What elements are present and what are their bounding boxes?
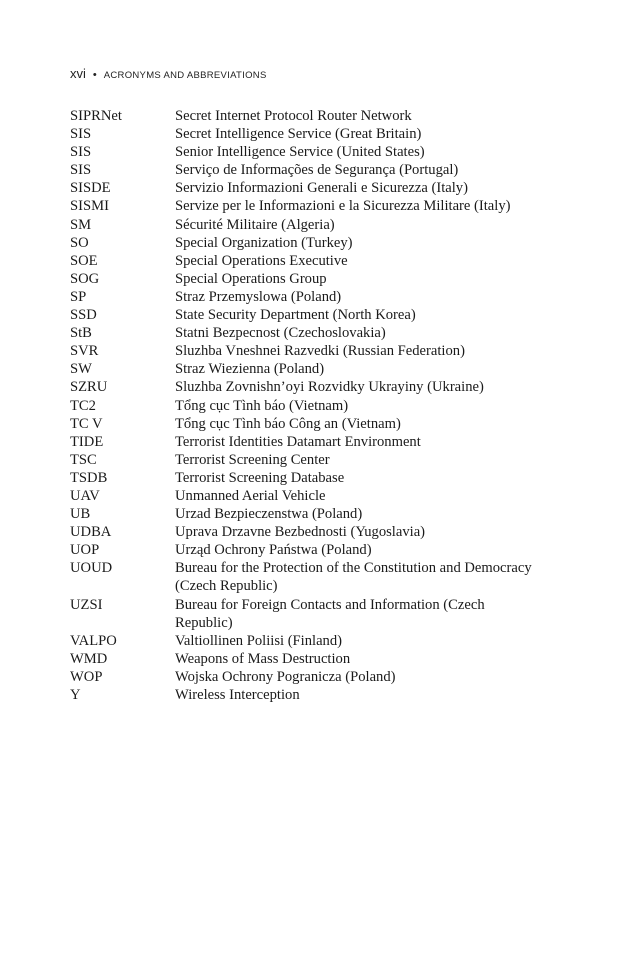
abbreviation-expansion: Bureau for Foreign Contacts and Information (Czech Republic) — [175, 596, 485, 631]
abbreviation-entry — [70, 451, 540, 469]
abbreviation-term: SO — [70, 234, 89, 251]
abbreviation-entry — [70, 505, 540, 523]
abbreviation-entry — [70, 360, 540, 378]
abbreviation-expansion: Wojska Ochrony Pogranicza (Poland) — [175, 668, 396, 685]
abbreviation-entry — [70, 668, 540, 686]
abbreviation-term: SISMI — [70, 198, 109, 215]
abbreviation-entry — [70, 179, 540, 197]
abbreviation-expansion: Urzad Bezpieczenstwa (Poland) — [175, 506, 363, 523]
abbreviation-expansion: Statni Bezpecnost (Czechoslovakia) — [175, 325, 386, 342]
abbreviation-entry — [70, 288, 540, 306]
running-head — [70, 66, 267, 84]
abbreviation-term: TIDE — [70, 433, 104, 450]
abbreviation-entry — [70, 686, 540, 704]
bullet-separator: • — [92, 69, 97, 81]
abbreviation-term: StB — [70, 325, 92, 342]
abbreviation-term: SVR — [70, 343, 99, 360]
section-title: ACRONYMS AND ABBREVIATIONS — [103, 70, 267, 81]
abbreviation-expansion: Uprava Drzavne Bezbednosti (Yugoslavia) — [175, 524, 426, 541]
abbreviation-term: SIS — [70, 162, 92, 179]
abbreviation-expansion: Servizio Informazioni Generali e Sicurezza (Italy) — [175, 180, 468, 197]
abbreviation-entry — [70, 433, 540, 451]
abbreviation-entry — [70, 107, 540, 125]
abbreviation-term: SW — [70, 361, 92, 378]
abbreviation-term: UOP — [70, 542, 100, 559]
abbreviation-term: VALPO — [70, 632, 117, 649]
abbreviation-expansion: Sécurité Militaire (Algeria) — [175, 216, 335, 233]
abbreviation-term: TSDB — [70, 469, 108, 486]
abbreviation-term: UZSI — [70, 596, 103, 613]
abbreviation-expansion: Terrorist Screening Center — [175, 451, 330, 468]
abbreviation-term: UOUD — [70, 560, 113, 577]
abbreviation-entry — [70, 487, 540, 505]
abbreviation-entry — [70, 469, 540, 487]
abbreviation-expansion: Weapons of Mass Destruction — [175, 650, 351, 667]
abbreviation-term: TC2 — [70, 397, 96, 414]
abbreviation-entry — [70, 596, 540, 632]
abbreviation-entry — [70, 324, 540, 342]
abbreviation-entry — [70, 397, 540, 415]
abbreviation-term: SP — [70, 288, 87, 305]
abbreviation-expansion: Valtiollinen Poliisi (Finland) — [175, 632, 343, 649]
abbreviation-entry — [70, 216, 540, 234]
abbreviation-expansion: Straz Przemyslowa (Poland) — [175, 288, 342, 305]
abbreviation-term: SZRU — [70, 379, 108, 396]
abbreviation-term: SOG — [70, 270, 100, 287]
abbreviation-term: SIS — [70, 144, 92, 161]
abbreviation-term: SIS — [70, 126, 92, 143]
abbreviation-entry — [70, 415, 540, 433]
abbreviation-entry — [70, 125, 540, 143]
abbreviation-expansion: Terrorist Screening Database — [175, 469, 345, 486]
abbreviation-entry — [70, 197, 540, 215]
abbreviation-entry — [70, 650, 540, 668]
abbreviation-expansion: Bureau for the Protection of the Constitution and Democracy (Czech Republic) — [175, 560, 532, 595]
abbreviation-expansion: Sluzhba Zovnishn’oyi Rozvidky Ukrayiny (Ukraine) — [175, 379, 484, 396]
abbreviation-expansion: Serviço de Informações de Segurança (Portugal) — [175, 162, 459, 179]
abbreviation-entry — [70, 161, 540, 179]
abbreviation-expansion: Special Organization (Turkey) — [175, 234, 353, 251]
abbreviation-term: SM — [70, 216, 92, 233]
abbreviation-term: SSD — [70, 307, 97, 324]
abbreviation-term: UB — [70, 506, 91, 523]
abbreviation-entry — [70, 270, 540, 288]
abbreviation-entry — [70, 234, 540, 252]
abbreviation-entry — [70, 559, 540, 595]
abbreviation-term: SOE — [70, 252, 98, 269]
abbreviation-term: Y — [70, 687, 81, 703]
abbreviation-entry — [70, 306, 540, 324]
abbreviation-term: TSC — [70, 451, 97, 468]
abbreviation-list — [70, 107, 540, 704]
abbreviation-entry — [70, 541, 540, 559]
abbreviation-expansion: Straz Wiezienna (Poland) — [175, 361, 325, 378]
abbreviation-expansion: Urząd Ochrony Państwa (Poland) — [175, 542, 372, 559]
abbreviation-expansion: Secret Internet Protocol Router Network — [175, 108, 412, 124]
abbreviation-term: SIPRNet — [70, 108, 122, 124]
abbreviation-entry — [70, 143, 540, 161]
abbreviation-term: WMD — [70, 650, 108, 667]
abbreviation-expansion: Unmanned Aerial Vehicle — [175, 487, 326, 504]
abbreviation-expansion: Sluzhba Vneshnei Razvedki (Russian Federation) — [175, 343, 465, 360]
abbreviation-expansion: Tổng cục Tình báo (Vietnam) — [175, 397, 349, 414]
page-number: xvi — [70, 66, 86, 81]
abbreviation-entry — [70, 378, 540, 396]
abbreviation-expansion: Special Operations Executive — [175, 252, 348, 269]
abbreviation-term: SISDE — [70, 180, 111, 197]
abbreviation-expansion: Tổng cục Tình báo Công an (Vietnam) — [175, 415, 401, 432]
abbreviation-entry — [70, 342, 540, 360]
abbreviation-expansion: State Security Department (North Korea) — [175, 307, 416, 324]
abbreviation-term: UAV — [70, 487, 100, 504]
abbreviation-entry — [70, 632, 540, 650]
abbreviation-expansion: Wireless Interception — [175, 687, 300, 703]
abbreviation-expansion: Senior Intelligence Service (United States) — [175, 144, 425, 161]
abbreviation-expansion: Special Operations Group — [175, 270, 327, 287]
abbreviation-expansion: Secret Intelligence Service (Great Britain) — [175, 126, 422, 143]
abbreviation-term: UDBA — [70, 524, 112, 541]
abbreviation-entry — [70, 252, 540, 270]
abbreviation-term: TC V — [70, 415, 103, 432]
abbreviation-expansion: Servize per le Informazioni e la Sicurezza Militare (Italy) — [175, 198, 511, 215]
abbreviation-expansion: Terrorist Identities Datamart Environment — [175, 433, 421, 450]
abbreviation-entry — [70, 523, 540, 541]
abbreviation-term: WOP — [70, 668, 103, 685]
